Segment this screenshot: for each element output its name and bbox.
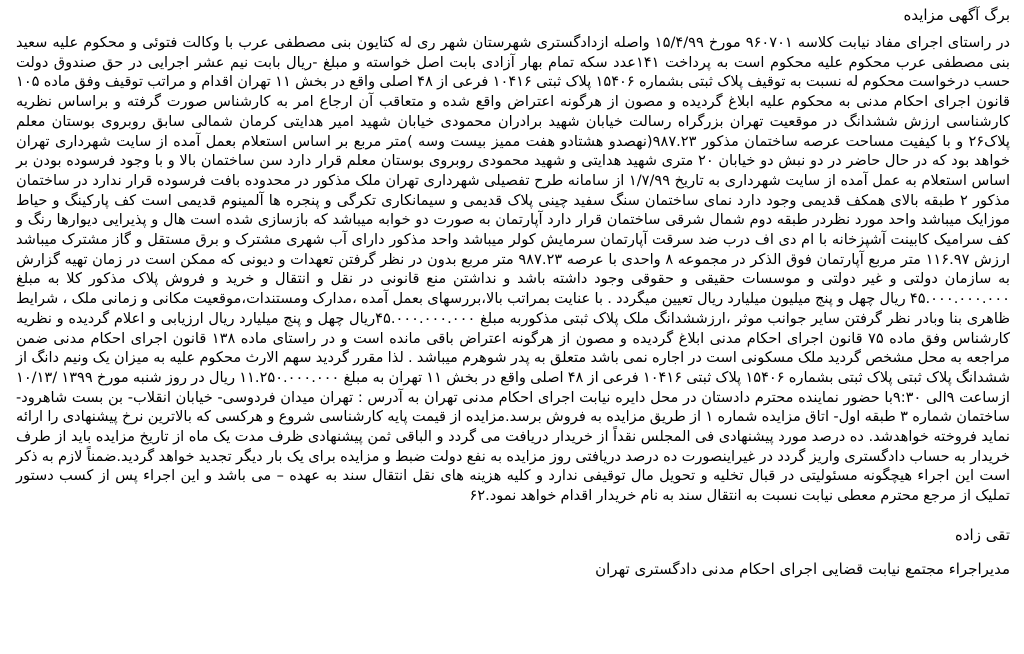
signer-name: تقی زاده [955, 525, 1010, 544]
notice-body: در راستای اجرای مفاد نیابت کلاسه ۹۶۰۷۰۱ مورخ ۱۵/۴/۹۹ واصله ازدادگستری شهرستان شهر ری له کتایون بنی مصطفی عرب با وکالت فتوئی و محکوم علیه سعید بنی مصطفی عرب محکوم علیه محکوم است به پرداخت ۱۴۱عدد سکه تمام بهار آزادی بابت اصل خواسته و مبلغ -ریال بابت نیم عشر اجرایی در حق صندوق دولت حسب درخواست محکوم له نسبت به توقیف پلاک ثبتی بشماره ۱۵۴۰۶ پلاک ثبتی ۱۰۴۱۶ فرعی از ۴۸ اصلی واقع در بخش ۱۱ تهران اقدام و مراتب توقیف وفق ماده ۱۰۵ قانون اجرای احکام مدنی به محکوم علیه ابلاغ گردیده و مصون از هرگونه اعتراض واقع شده و متعاقب آن ارجاع امر به کارشناس صورت گرفته و براساس نظریه کارشناسی ارزش ششدانگ در موقعیت تهران بزرگراه رسالت خیابان شهید برادران محمودی خیابان شهید امیر هدایتی کرمان شمالی سابق روبروی بوستان معلم پلاک۲۶ و با کیفیت مساحت عرصه ساختمان مذکور ۹۸۷.۲۳(نهصدو هشتادو هفت ممیز بیست وسه )متر مربع بر اساس استعلام بعمل آمده از سایت شهرداری تهران خواهد بود که در حال حاضر در دو نبش دو خیابان ۲۰ متری شهید هدایتی و شهید محمودی روبروی بوستان معلم قرار دارد سن ساختمان بالا و با وجود فرسوده بودن بر اساس استعلام به عمل آمده از سایت شهرداری به تاریخ ۱/۷/۹۹ از سامانه طرح تفصیلی شهرداری تهران ملک مذکور در محدوده بافت فرسوده قرار ندارد در ساختمان مذکور ۲ طبقه بالای همکف قدیمی وجود دارد نمای ساختمان سنگ سفید چینی پلاک قدیمی و سیمانکاری تکرگی و پنجره ها آلمینوم قدیمی است کف پارکینگ و حیاط موزایک میباشد واحد مورد نظردر طبقه دوم شمال شرقی ساختمان قرار دارد آپارتمان به صورت دو خوابه میباشد که بازسازی شده است هال و پذیرایی دیوارها رنگ و کف سرامیک کابینت آشپزخانه با ام دی اف درب ضد سرقت آپارتمان سرمایش کولر میباشد واحد مذکور دارای آب شهری مشترک و برق مستقل و گاز مشترک میباشد ارزش ۱۱۶.۹۷ متر مربع آپارتمان فوق الذکر در مجموعه ۸ واحدی با عرصه ۹۸۷.۲۳ متر مربع بدون در نظر گرفتن تعهدات و دیونی که ممکن است در زمان تهیه گزارش به سازمان دولتی و غیر دولتی و موسسات حقیقی و حقوقی وجود داشته باشد و نداشتن منع قانونی در نقل و انتقال و خرید و فروش پلاک مذکور کلا به مبلغ ۴۵.۰۰۰.۰۰۰.۰۰۰ ریال چهل و پنج میلیون میلیارد ریال تعیین میگردد . با عنایت بمراتب بالا،بررسهای بعمل آمده ،مدارک ومستندات،موقعیت مکانی و زمانی ملک ، شرایط ظاهری بنا وبادر نظر گرفتن سایر جوانب موثر ،ارزششدانگ ملک پلاک ثبتی مذکوربه مبلغ ۴۵.۰۰۰.۰۰۰.۰۰۰ریال چهل و پنج میلیارد ریال ارزیابی و اعلام گردیده و نظریه کارشناس وفق ماده ۷۵ قانون اجرای احکام مدنی ابلاغ گردیده و مصون از هرگونه اعتراض باقی مانده است و در راستای ماده ۱۳۸ قانون اجرای احکام مدنی ضمن مراجعه به محل مشخص گردید ملک مسکونی است در اجاره نمی باشد متعلق به پدر شوهرم میباشد . لذا مقرر گردید سهم الارث محکوم علیه به میزان یک ونیم دانگ از ششدانگ پلاک ثبتی پلاک ثبتی بشماره ۱۵۴۰۶ پلاک ثبتی ۱۰۴۱۶ فرعی از ۴۸ اصلی واقع در بخش ۱۱ تهران به مبلغ ۱۱.۲۵۰.۰۰۰.۰۰۰ ریال در روز شنبه مورخ ۱۳۹۹ /۱۰/۱۳ ازساعت ۹الی ۹:۳۰با حضور نماینده محترم دادستان در محل دایره نیابت اجرای احکام مدنی تهران به آدرس : تهران میدان فردوسی- خیابان انقلاب- بن بست شاهرود- ساختمان شماره ۳ طبقه اول- اتاق مزایده شماره ۱ از طریق مزایده به فروش برسد.مزایده از قیمت پایه کارشناسی شروع و هرکسی که بالاترین نرخ پیشنهادی را ارائه نماید فروخته خواهدشد. ده درصد مورد پیشنهادی فی المجلس نقداً از خریدار دریافت می گردد و الباقی ثمن پیشنهادی ظرف مدت یک ماه از تاریخ مزایده باید از طرف خریدار به حساب دادگستری واریز گردد در غیراینصورت ده درصد دریافتی روز مزایده به نفع دولت ضبط و مزایده برای یک بار دیگر تجدید خواهد گردید.ضمناً لازم به ذکر است این اجراء هیچگونه مسئولیتی در قبال تخلیه و تحویل مال توقیفی ندارد و کلیه هزینه های نقل انتقال سند به عهده – می باشد و این اجراء پس از کسب دستور تملیک از مرجع محترم معطی نیابت نسبت به انتقال سند به نام خریدار اقدام خواهد نمود.۶۲ [16, 34, 1011, 505]
notice-title: برگ آگهی مزایده [903, 6, 1010, 24]
signer-office: مدیراجراء مجتمع نیابت قضایی اجرای احکام مدنی دادگستری تهران [595, 559, 1010, 578]
